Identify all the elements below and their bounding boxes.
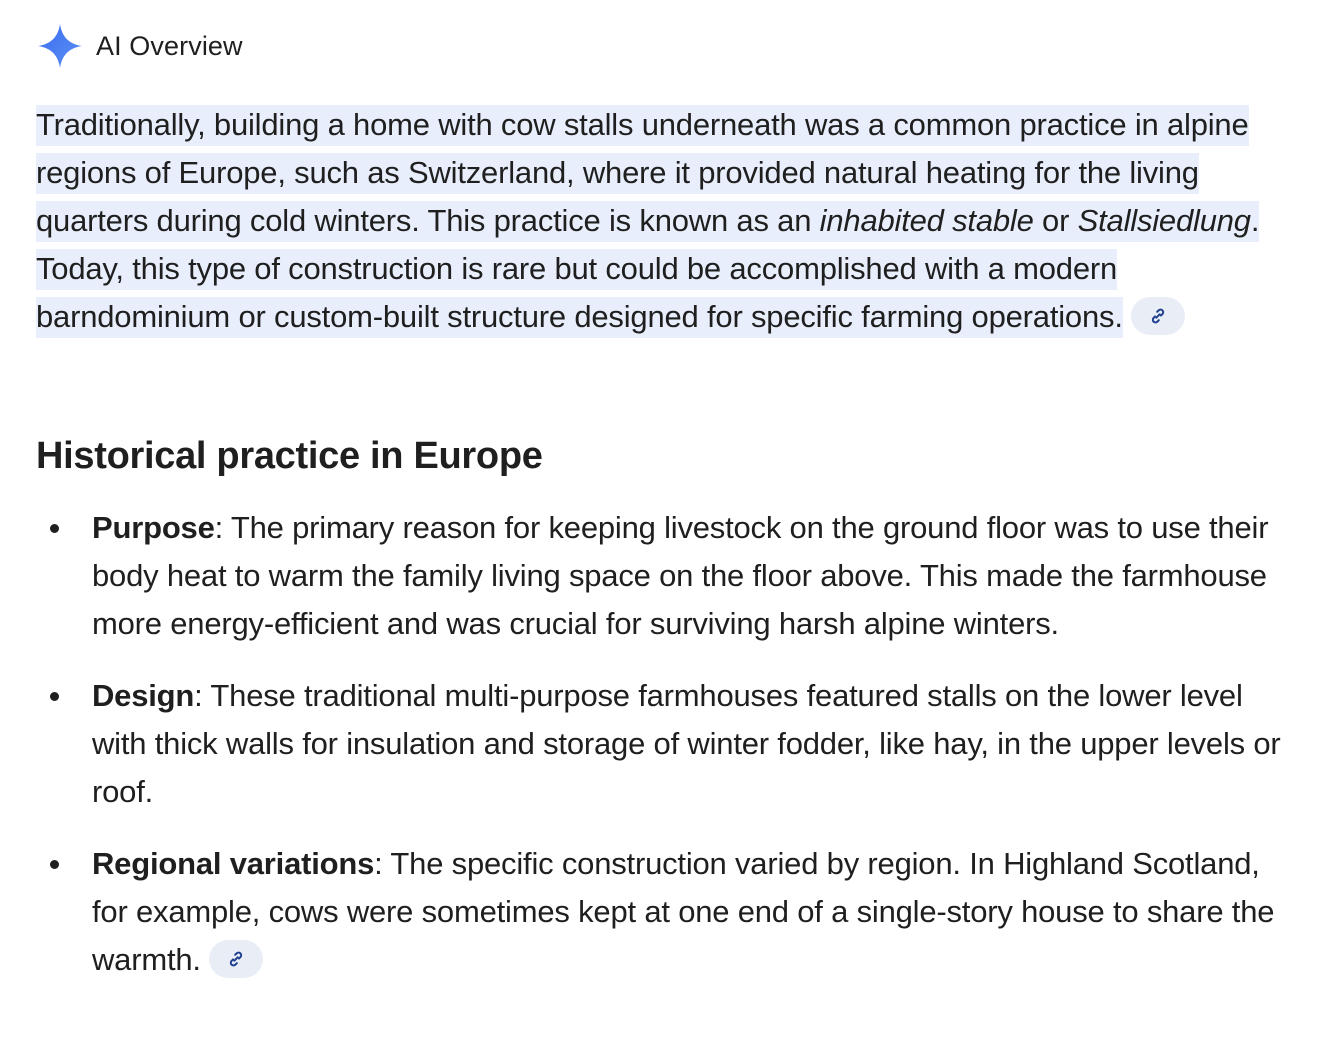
bullet-marker (50, 524, 59, 533)
summary-text-3: . Today, this type of construction is rare but could be accomplished with a modern barndominium or custom-built structure designed for specific farming operations. (36, 203, 1260, 334)
sparkle-icon (36, 22, 84, 70)
section-heading: Historical practice in Europe (36, 435, 543, 477)
bullet-design (0, 672, 1292, 816)
bullet-text: : These traditional multi-purpose farmhouses featured stalls on the lower level with thick walls for insulation and storage of winter fodder, like hay, in the upper levels or roof. (92, 678, 1281, 809)
bullet-marker (50, 692, 59, 701)
source-link-button[interactable] (1131, 297, 1185, 335)
bullet-regional-variations (0, 840, 1292, 984)
bullet-purpose (0, 504, 1292, 648)
overview-summary (36, 101, 1306, 341)
bullet-marker (50, 860, 59, 869)
bullet-text: : The primary reason for keeping livestock on the ground floor was to use their body heat to warm the family living space on the floor above. This made the farmhouse more energy-efficient and was crucial for surviving harsh alpine winters. (92, 510, 1269, 641)
link-icon (1148, 306, 1168, 326)
link-icon (226, 949, 246, 969)
summary-term-inhabited-stable: inhabited stable (819, 203, 1034, 238)
summary-highlight (36, 105, 1259, 338)
bullet-term: Design (92, 678, 195, 713)
summary-term-stallsiedlung: Stallsiedlung (1077, 203, 1251, 238)
summary-text-2: or (1033, 203, 1078, 238)
summary-text-1: Traditionally, building a home with cow stalls underneath was a common practice in alpine regions of Europe, such as Switzerland, where it provided natural heating for the living quarters during cold winters. This practice is known as an (36, 107, 1249, 238)
bullet-term: Regional variations (92, 846, 375, 881)
bullet-list (0, 504, 1324, 1008)
ai-overview-header (36, 22, 243, 70)
source-link-button[interactable] (209, 940, 263, 978)
header-title: AI Overview (96, 30, 243, 61)
bullet-term: Purpose (92, 510, 215, 545)
bullet-text: : The specific construction varied by region. In Highland Scotland, for example, cows were sometimes kept at one end of a single-story house to share the warmth. (92, 846, 1275, 977)
